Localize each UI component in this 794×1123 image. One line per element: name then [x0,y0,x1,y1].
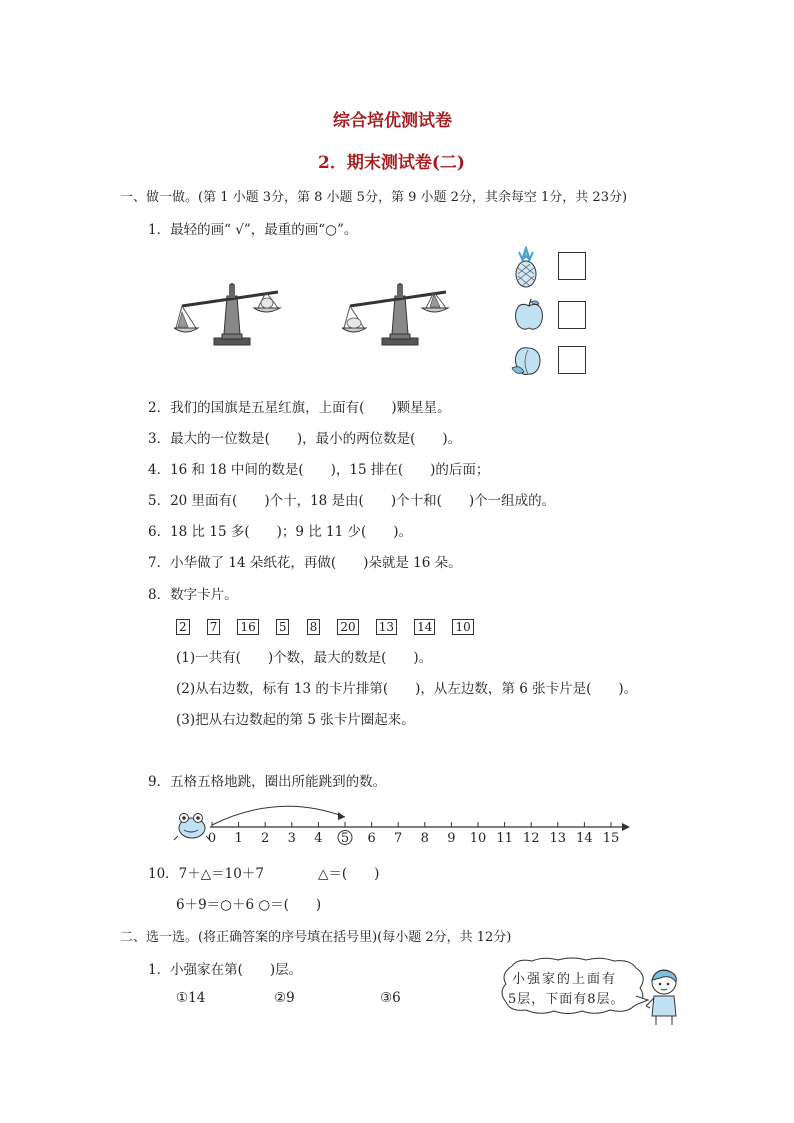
bubble-line-1: 小强家的上面有 [512,972,618,987]
number-line-label[interactable]: 8 [420,831,429,846]
number-card[interactable]: 14 [414,619,435,635]
question-3: 3．最大的一位数是( )，最小的两位数是( )。 [148,431,462,447]
number-line-label[interactable]: 3 [287,831,296,846]
question-4: 4．16 和 18 中间的数是( )，15 排在( )的后面； [148,462,490,478]
section2-heading: 二、选一选。(将正确答案的序号填在括号里)(每小题 2分，共 12分) [120,930,512,945]
number-line-label[interactable]: 5 [340,831,350,846]
question-10b: 6＋9＝○＋6 ○＝( ) [176,897,322,913]
question-9: 9．五格五格地跳，圈出所能跳到的数。 [148,774,387,790]
speech-bubble [498,956,650,1018]
number-line-label[interactable]: 9 [447,831,456,846]
number-line-label[interactable]: 1 [234,831,243,846]
number-card[interactable]: 2 [176,619,190,635]
section2-question-1: 1．小强家在第( )层。 [148,962,303,978]
question-10a: 10．7＋△＝10＋7 [148,866,264,882]
question-8-2: (2)从右边数，标有 13 的卡片排第( )，从左边数，第 6 张卡片是( )。 [176,681,638,697]
apple-icon [512,298,546,332]
number-card[interactable]: 5 [276,619,290,635]
number-line-label[interactable]: 10 [469,831,487,846]
option-2[interactable]: ②9 [274,990,295,1006]
question-7: 7．小华做了 14 朵纸花，再做( )朵就是 16 朵。 [148,555,462,571]
question-5: 5．20 里面有( )个十，18 是由( )个十和( )个一组成的。 [148,493,556,509]
number-line-label[interactable]: 7 [394,831,403,846]
boy-icon [646,968,682,1026]
bubble-line-2: 5层，下面有8层。 [508,992,625,1007]
answer-box-peach[interactable] [558,346,586,374]
question-1: 1．最轻的画“ √”，最重的画“○”。 [148,222,358,238]
question-10a-answer: △＝( ) [318,866,380,882]
balance-scale-1 [174,276,286,348]
number-line-label[interactable]: 0 [207,831,217,846]
number-line-label[interactable]: 6 [367,831,376,846]
number-line-label[interactable]: 15 [602,831,620,846]
peach-icon [510,342,546,378]
question-8-1: (1)一共有( )个数，最大的数是( )。 [176,650,433,666]
option-1[interactable]: ①14 [176,990,206,1006]
question-6: 6．18 比 15 多( )；9 比 11 少( )。 [148,524,413,540]
question-8-3: (3)把从右边数起的第 5 张卡片圈起来。 [176,712,415,728]
answer-box-pineapple[interactable] [558,252,586,280]
answer-box-apple[interactable] [558,301,586,329]
question-8: 8．数字卡片。 [148,587,238,603]
number-card[interactable]: 16 [237,619,258,635]
number-card[interactable]: 10 [452,619,473,635]
pineapple-icon [510,246,542,288]
number-line-label[interactable]: 11 [496,831,513,846]
number-line-label[interactable]: 2 [261,831,270,846]
number-card[interactable]: 13 [376,619,397,635]
question-2: 2．我们的国旗是五星红旗，上面有( )颗星星。 [148,400,451,416]
section1-heading: 一、做一做。(第 1 小题 3分，第 8 小题 5分，第 9 小题 2分，其余每空 1分，共 23分) [120,190,628,205]
number-line-label[interactable]: 12 [522,831,540,846]
frog-icon [174,814,210,841]
number-line-label[interactable]: 14 [576,831,593,846]
number-card[interactable]: 8 [307,619,321,635]
number-line-label[interactable]: 13 [549,831,567,846]
page-title: 综合培优测试卷 [333,111,452,131]
number-card[interactable]: 20 [337,619,358,635]
number-cards [176,616,486,635]
balance-scale-2 [342,276,454,348]
page-subtitle: 2．期末测试卷(二) [318,153,465,173]
option-3[interactable]: ③6 [380,990,401,1006]
number-line-label[interactable]: 4 [314,831,323,846]
number-card[interactable]: 7 [207,619,221,635]
number-line [172,800,638,848]
